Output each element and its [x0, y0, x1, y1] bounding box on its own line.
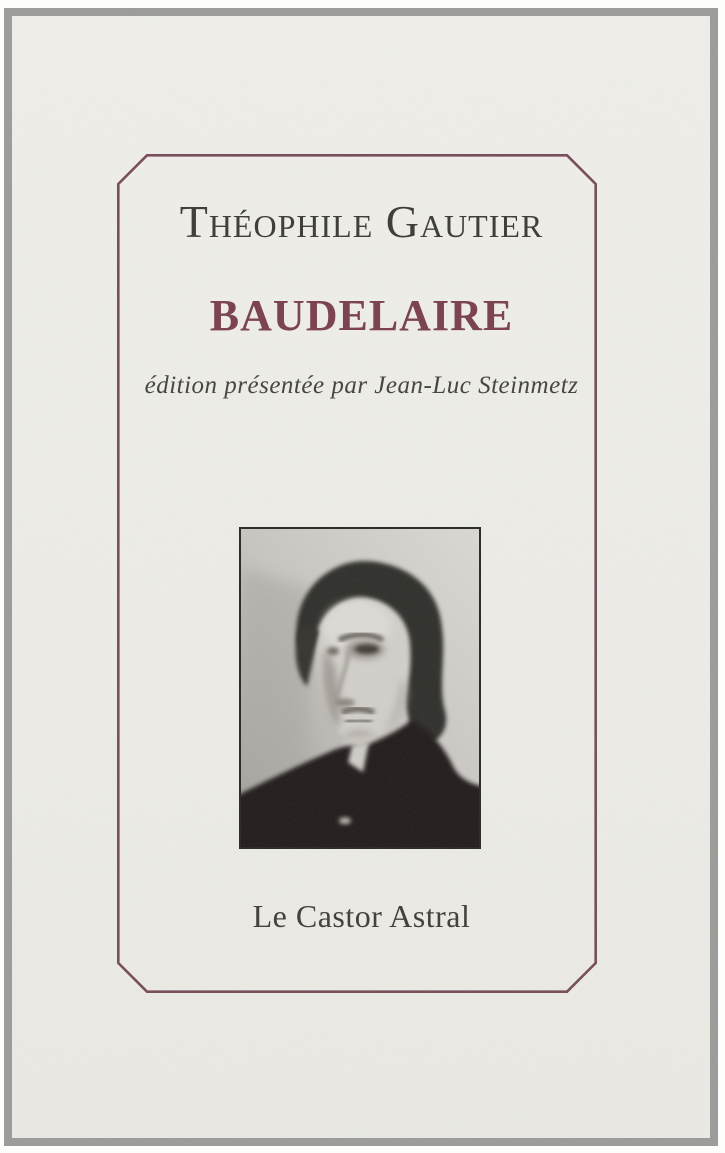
author-name: Théophile Gautier	[179, 196, 544, 247]
baudelaire-portrait	[241, 529, 479, 847]
book-title: BAUDELAIRE	[209, 291, 514, 340]
publisher-name: Le Castor Astral	[252, 898, 471, 934]
portrait-photo	[239, 527, 481, 849]
edition-note: édition présentée par Jean-Luc Steinmetz	[144, 372, 579, 399]
